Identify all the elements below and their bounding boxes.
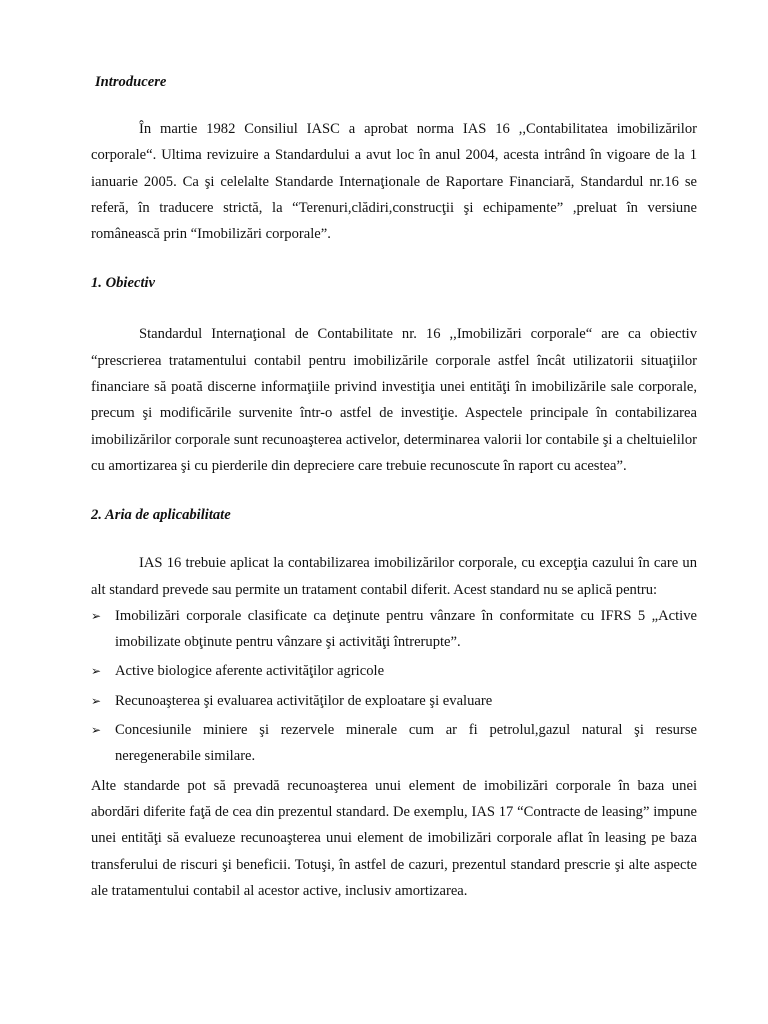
closing-paragraph: Alte standarde pot să prevadă recunoaşterea unui element de imobilizări corporale în baza unei abordări diferite faţă de cea din prezentul standard. De exemplu, IAS 17 “Contracte de leasing” impune unei entităţi să evalueze recunoaşterea unui element de imobilizări corporale aflat în leasing pe baza transferului de riscuri şi beneficii. Totuşi, în astfel de cazuri, prezentul standard prescrie şi alte aspecte ale tratamentului contabil al acestor active, inclusiv amortizarea. bbox=[91, 777, 697, 899]
document-page bbox=[91, 70, 697, 904]
list-item-text: Recunoaşterea şi evaluarea activităţilor de exploatare şi evaluare bbox=[115, 692, 493, 709]
list-item bbox=[91, 658, 697, 684]
intro-heading: Introducere bbox=[95, 74, 167, 90]
arrow-bullet-icon: ➢ bbox=[91, 723, 102, 738]
exclusion-list bbox=[91, 603, 697, 770]
list-item-text: Active biologice aferente activităţilor agricole bbox=[115, 663, 385, 680]
arrow-bullet-icon: ➢ bbox=[91, 693, 102, 708]
list-item bbox=[91, 603, 697, 656]
list-item bbox=[91, 717, 697, 770]
section-scope-heading: 2. Aria de aplicabilitate bbox=[91, 507, 231, 524]
intro-paragraph: În martie 1982 Consiliul IASC a aprobat norma IAS 16 ,,Contabilitatea imobilizărilor corporale“. Ultima revizuire a Standardului a avut loc în anul 2004, acesta intrând în vigoare de la 1 ianuarie 2005. Ca şi celelalte Standarde Internaţionale de Raportare Financiară, Standardul nr.16 se referă, în traducere strictă, la “Terenuri,clădiri,construcţii şi echipamente” ,preluat în versiune românească prin “Imobilizări corporale”. bbox=[91, 121, 697, 243]
arrow-bullet-icon: ➢ bbox=[91, 608, 102, 623]
list-item-text: Imobilizări corporale clasificate ca deţinute pentru vânzare în conformitate cu IFRS 5 „Active imobilizate obţinute pentru vânzare şi activităţi întrerupte”. bbox=[115, 607, 697, 651]
section-scope-paragraph: IAS 16 trebuie aplicat la contabilizarea imobilizărilor corporale, cu excepţia cazului în care un alt standard prevede sau permite un tratament contabil diferit. Acest standard nu se aplică pentru: bbox=[91, 555, 697, 598]
arrow-bullet-icon: ➢ bbox=[91, 664, 102, 679]
section-objective-heading: 1. Obiectiv bbox=[91, 275, 156, 292]
list-item-text: Concesiunile miniere şi rezervele minerale cum ar fi petrolul,gazul natural şi resurse neregenerabile similare. bbox=[115, 722, 697, 765]
list-item bbox=[91, 688, 697, 714]
section-objective-paragraph: Standardul Internaţional de Contabilitate nr. 16 ,,Imobilizări corporale“ are ca obiectiv “prescrierea tratamentului contabil pentru imobilizările corporale astfel încât utilizatorii situaţiilor financiare să poată discerne informaţiile privind investiţia unei entităţi în imobilizările sale corporale, precum şi modificările survenite într-o astfel de investiţie. Aspectele principale în contabilizarea imobilizărilor corporale sunt recunoaşterea activelor, determinarea valorii lor contabile şi a cheltuielilor cu amortizarea şi cu pierderile din depreciere care trebuie recunoscute în raport cu acestea”. bbox=[91, 326, 697, 474]
